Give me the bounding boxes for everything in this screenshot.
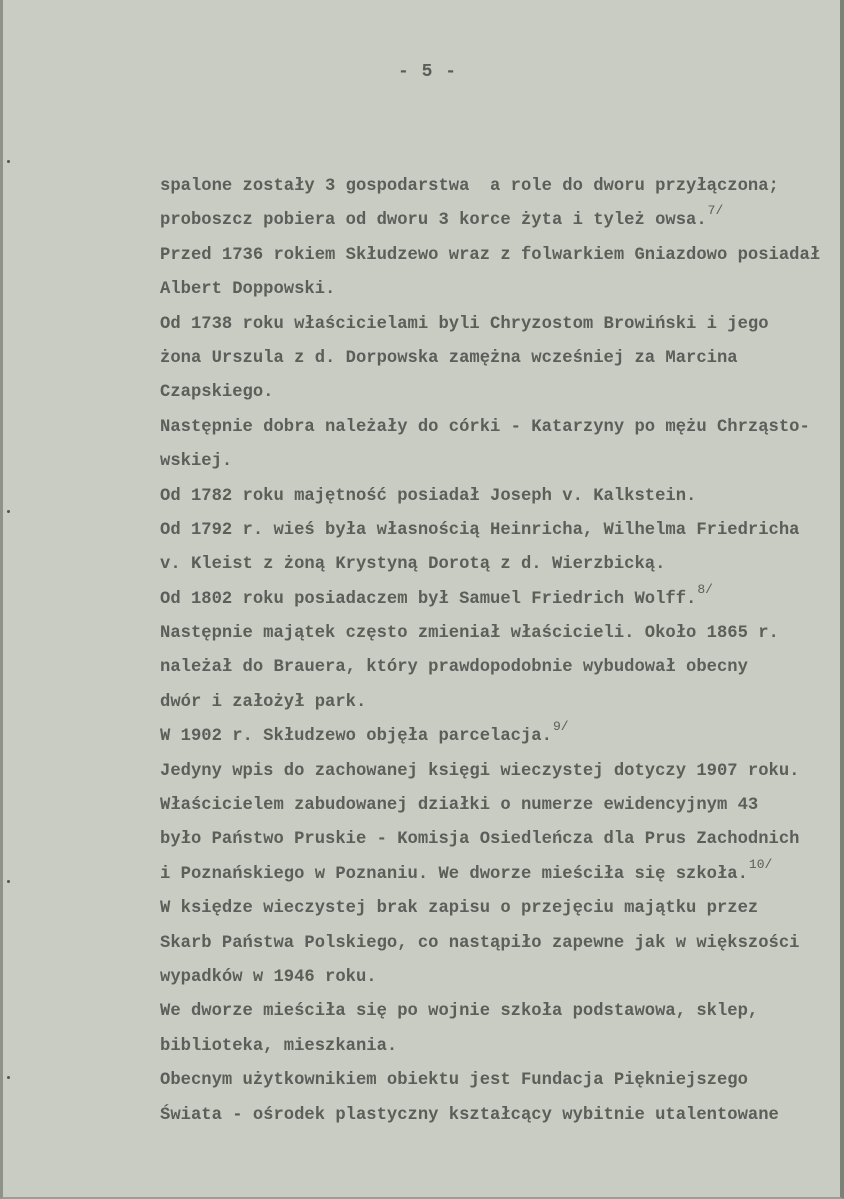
footnote-reference: 10/: [748, 856, 773, 872]
text-line: [160, 310, 840, 344]
line-text: Właścicielem zabudowanej działki o numerze ewidencyjnym 43: [160, 796, 759, 816]
line-text: Czapskiego.: [160, 383, 274, 403]
text-line: [160, 172, 840, 206]
document-body: [160, 172, 840, 1135]
punch-mark: [7, 1076, 10, 1079]
line-text: dwór i założył park.: [160, 692, 367, 712]
text-line: [160, 550, 840, 584]
line-text: żona Urszula z d. Dorpowska zamężna wcześniej za Marcina: [160, 348, 738, 368]
line-text: Skarb Państwa Polskiego, co nastąpiło zapewne jak w większości: [160, 933, 800, 953]
text-line: [160, 757, 840, 791]
text-line: [160, 929, 840, 963]
line-text: W 1902 r. Skłudzewo objęła parcelacja.: [160, 727, 552, 747]
footnote-reference: 7/: [707, 203, 724, 219]
text-line: [160, 825, 840, 859]
line-text: v. Kleist z żoną Krystyną Dorotą z d. Wierzbicką.: [160, 555, 666, 575]
line-text: We dworze mieściła się po wojnie szkoła podstawowa, sklep,: [160, 1002, 759, 1022]
text-line: [160, 482, 840, 516]
line-text: proboszcz pobiera od dworu 3 korce żyta i tyleż owsa.: [160, 211, 707, 231]
text-line: [160, 1032, 840, 1066]
line-text: należał do Brauera, który prawdopodobnie wybudował obecny: [160, 658, 748, 678]
text-line: [160, 963, 840, 997]
line-text: Od 1792 r. wieś była własnością Heinricha, Wilhelma Friedricha: [160, 520, 800, 540]
line-text: Albert Doppowski.: [160, 280, 336, 300]
text-line: [160, 378, 840, 412]
text-line: [160, 619, 840, 653]
line-text: Od 1738 roku właścicielami byli Chryzostom Browiński i jego: [160, 314, 769, 334]
text-line: [160, 894, 840, 928]
line-text: W księdze wieczystej brak zapisu o przejęciu majątku przez: [160, 899, 759, 919]
line-text: Jedyny wpis do zachowanej księgi wieczystej dotyczy 1907 roku.: [160, 761, 800, 781]
text-line: [160, 1101, 840, 1135]
text-line: [160, 856, 840, 894]
line-text: było Państwo Pruskie - Komisja Osiedleńcza dla Prus Zachodnich: [160, 830, 800, 850]
line-text: spalone zostały 3 gospodarstwa a role do dworu przyłączona;: [160, 177, 779, 196]
text-line: [160, 413, 840, 447]
text-line: [160, 719, 840, 756]
text-line: [160, 688, 840, 722]
line-text: Obecnym użytkownikiem obiektu jest Fundacja Piękniejszego: [160, 1071, 748, 1091]
text-line: [160, 203, 840, 240]
footnote-reference: 9/: [552, 719, 569, 735]
line-text: Przed 1736 rokiem Skłudzewo wraz z folwarkiem Gniazdowo posiadał: [160, 245, 821, 265]
text-line: [160, 1066, 840, 1100]
text-line: [160, 653, 840, 687]
line-text: Następnie majątek często zmieniał właścicieli. Około 1865 r.: [160, 624, 779, 644]
line-text: Następnie dobra należały do córki - Katarzyny po mężu Chrząsto-: [160, 417, 810, 437]
text-line: [160, 581, 840, 619]
page-number: - 5 -: [398, 62, 458, 82]
text-line: [160, 516, 840, 550]
text-line: [160, 241, 840, 275]
line-text: Od 1802 roku posiadaczem był Samuel Friedrich Wolff.: [160, 589, 697, 609]
punch-mark: [7, 880, 10, 883]
text-line: [160, 275, 840, 309]
line-text: i Poznańskiego w Poznaniu. We dworze mieściła się szkoła.: [160, 864, 748, 884]
line-text: Od 1782 roku majętność posiadał Joseph v. Kalkstein.: [160, 486, 697, 506]
footnote-reference: 8/: [697, 581, 713, 597]
text-line: [160, 791, 840, 825]
line-text: biblioteka, mieszkania.: [160, 1036, 398, 1056]
text-line: [160, 344, 840, 378]
line-text: Świata - ośrodek plastyczny kształcący wybitnie utalentowane: [160, 1105, 779, 1125]
line-text: wypadków w 1946 roku.: [160, 967, 377, 987]
text-line: [160, 447, 840, 481]
punch-mark: [7, 510, 10, 513]
punch-mark: [7, 160, 10, 163]
text-line: [160, 997, 840, 1031]
line-text: wskiej.: [160, 452, 233, 472]
